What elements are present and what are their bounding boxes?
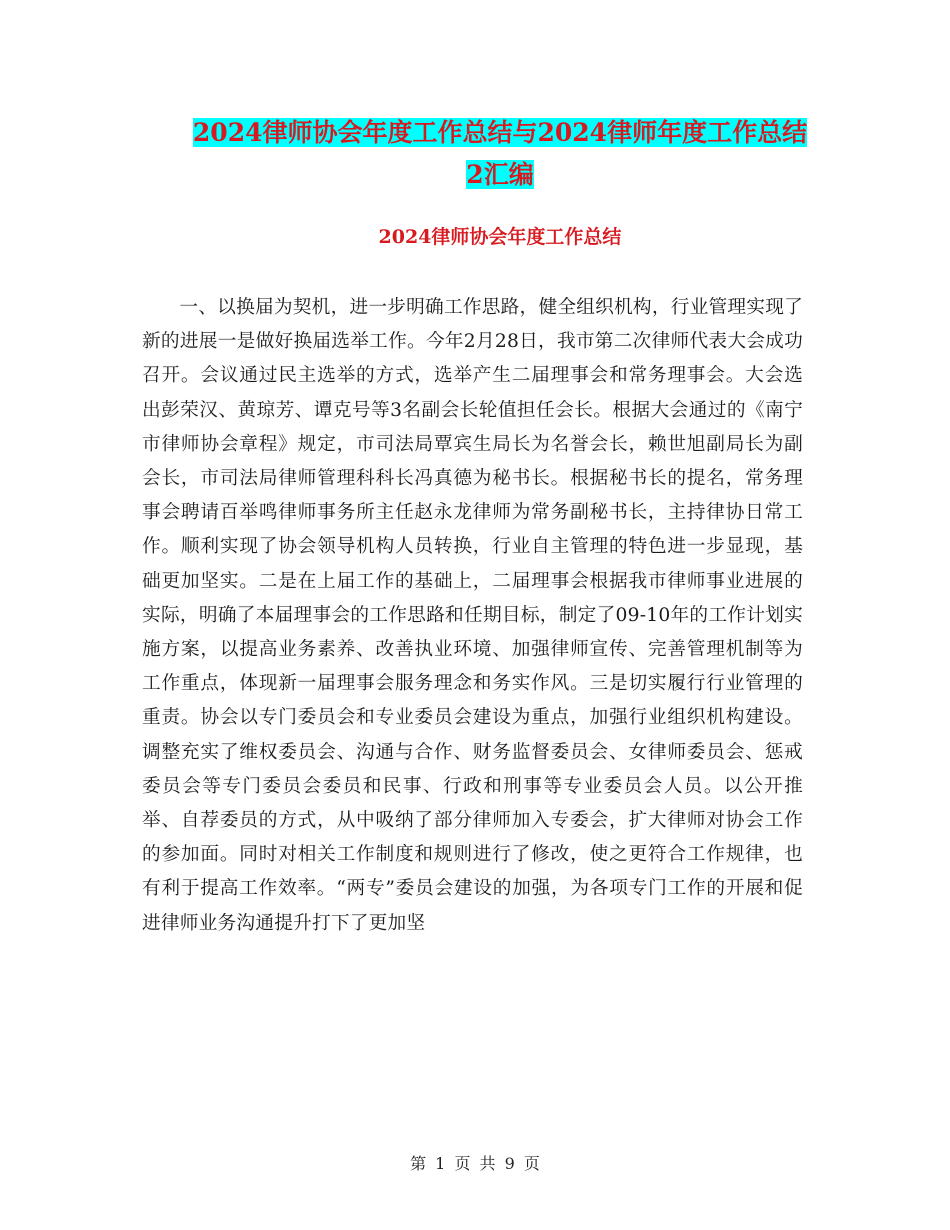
document-title-line-1: 2024律师协会年度工作总结与2024律师年度工作总结 xyxy=(192,118,808,147)
page-number-footer: 第 1 页 共 9 页 xyxy=(410,1154,540,1173)
section-title: 2024律师协会年度工作总结 xyxy=(378,226,622,248)
body-paragraph: 一、以换届为契机，进一步明确工作思路，健全组织机构，行业管理实现了新的进展一是做好换届选举工作。今年2月28日，我市第二次律师代表大会成功召开。会议通过民主选举的方式，选举产生二届理事会和常务理事会。大会选出彭荣汉、黄琼芳、谭克号等3名副会长轮值担任会长。根据大会通过的《南宁市律师协会章程》规定，市司法局覃宾生局长为名誉会长，赖世旭副局长为副会长，市司法局律师管理科科长冯真德为秘书长。根据秘书长的提名，常务理事会聘请百举鸣律师事务所主任赵永龙律师为常务副秘书长，主持律协日常工作。顺利实现了协会领导机构人员转换，行业自主管理的特色进一步显现，基础更加坚实。二是在上届工作的基础上，二届理事会根据我市律师事业进展的实际，明确了本届理事会的工作思路和任期目标，制定了09-10年的工作计划实施方案，以提高业务素养、改善执业环境、加强律师宣传、完善管理机制等为工作重点，体现新一届理事会服务理念和务实作风。三是切实履行行业管理的重责。协会以专门委员会和专业委员会建设为重点，加强行业组织机构建设。调整充实了维权委员会、沟通与合作、财务监督委员会、女律师委员会、惩戒委员会等专门委员会委员和民事、行政和刑事等专业委员会人员。以公开推举、自荐委员的方式，从中吸纳了部分律师加入专委会，扩大律师对协会工作的参加面。同时对相关工作制度和规则进行了修改，使之更符合工作规律，也有利于提高工作效率。“两专”委员会建设的加强，为各项专门工作的开展和促进律师业务沟通提升打下了更加坚 xyxy=(142,297,803,934)
document-title-line-2: 2汇编 xyxy=(466,160,534,189)
document-title xyxy=(140,112,860,196)
